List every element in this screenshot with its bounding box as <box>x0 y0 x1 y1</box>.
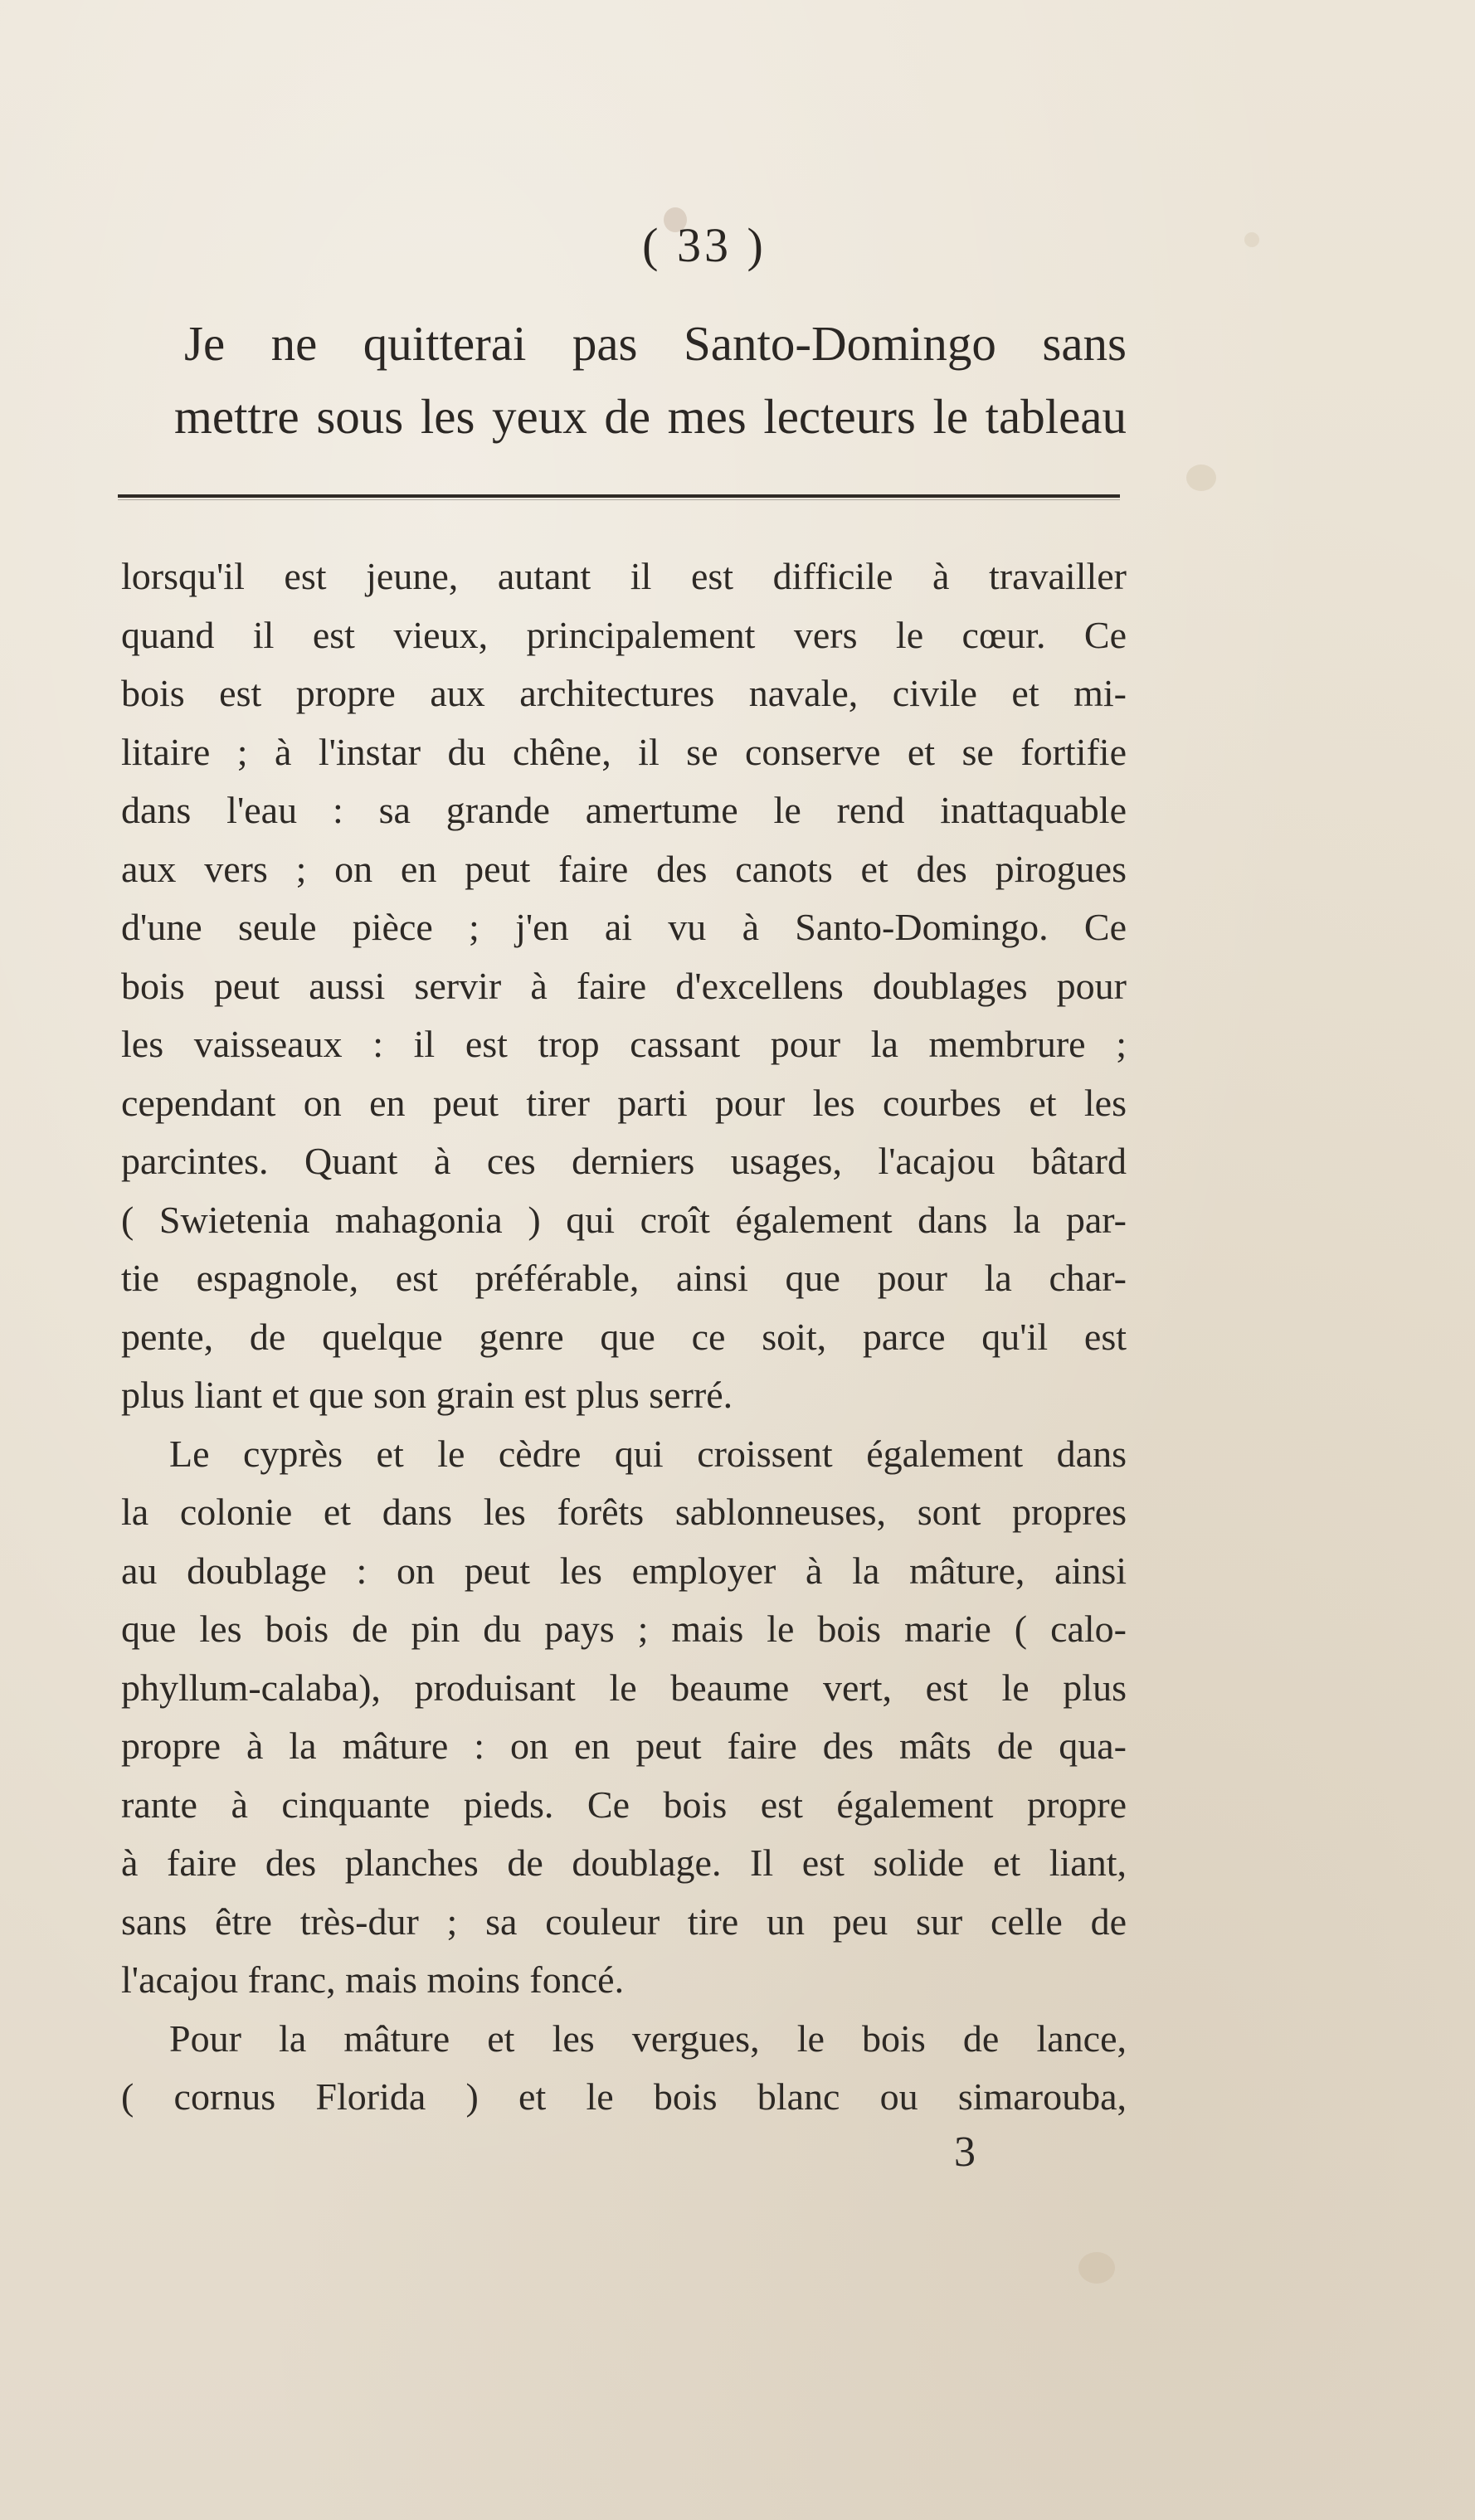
foxing-spot <box>1078 2252 1115 2284</box>
text-line: phyllum-calaba), produisant le beaume vert, est le plus <box>121 1666 1127 1709</box>
text-line: parcintes. Quant à ces derniers usages, l'acajou bâtard <box>121 1140 1127 1182</box>
text-line: Je ne quitterai pas Santo-Domingo sans <box>184 316 1127 371</box>
foxing-spot <box>1186 465 1216 491</box>
text-line: que les bois de pin du pays ; mais le bois marie ( calo- <box>121 1608 1127 1650</box>
text-line: dans l'eau : sa grande amertume le rend inattaquable <box>121 789 1127 831</box>
text-line: la colonie et dans les forêts sablonneuses, sont propres <box>121 1491 1127 1533</box>
text-line: cependant on en peut tirer parti pour les courbes et les <box>121 1081 1127 1124</box>
text-line: les vaisseaux : il est trop cassant pour la membrure ; <box>121 1023 1127 1065</box>
text-line: d'une seule pièce ; j'en ai vu à Santo-Domingo. Ce <box>121 906 1127 948</box>
signature-mark: 3 <box>954 2128 976 2176</box>
text-line: plus liant et que son grain est plus serré. <box>121 1374 733 1416</box>
header-paragraph <box>174 307 1127 453</box>
text-line: lorsqu'il est jeune, autant il est difficile à travailler <box>121 555 1127 597</box>
text-line: au doublage : on peut les employer à la mâture, ainsi <box>121 1549 1127 1592</box>
text-line: tie espagnole, est préférable, ainsi que pour la char- <box>121 1257 1127 1299</box>
text-line: bois peut aussi servir à faire d'excellens doublages pour <box>121 964 1127 1007</box>
text-line: l'acajou franc, mais moins foncé. <box>121 1958 625 2001</box>
body-text <box>121 547 1127 2127</box>
text-line: ( Swietenia mahagonia ) qui croît également dans la par- <box>121 1198 1127 1241</box>
text-line: propre à la mâture : on en peut faire des mâts de qua- <box>121 1725 1127 1767</box>
text-line: mettre sous les yeux de mes lecteurs le tableau <box>174 389 1127 444</box>
text-line: rante à cinquante pieds. Ce bois est également propre <box>121 1783 1127 1826</box>
text-line: aux vers ; on en peut faire des canots et des pirogues <box>121 847 1127 890</box>
text-line: à faire des planches de doublage. Il est solide et liant, <box>121 1841 1127 1884</box>
text-line: litaire ; à l'instar du chêne, il se conserve et se fortifie <box>121 730 1127 773</box>
text-line: Le cyprès et le cèdre qui croissent également dans <box>169 1432 1127 1475</box>
text-line: sans être très-dur ; sa couleur tire un peu sur celle de <box>121 1900 1127 1943</box>
page-number: ( 33 ) <box>642 218 767 272</box>
text-line: ( cornus Florida ) et le bois blanc ou simarouba, <box>121 2075 1127 2118</box>
section-rule <box>118 494 1120 498</box>
text-line: Pour la mâture et les vergues, le bois de lance, <box>169 2016 1127 2060</box>
text-line: bois est propre aux architectures navale, civile et mi- <box>121 672 1127 714</box>
text-line: quand il est vieux, principalement vers le cœur. Ce <box>121 613 1127 656</box>
text-line: pente, de quelque genre que ce soit, parce qu'il est <box>121 1315 1127 1358</box>
